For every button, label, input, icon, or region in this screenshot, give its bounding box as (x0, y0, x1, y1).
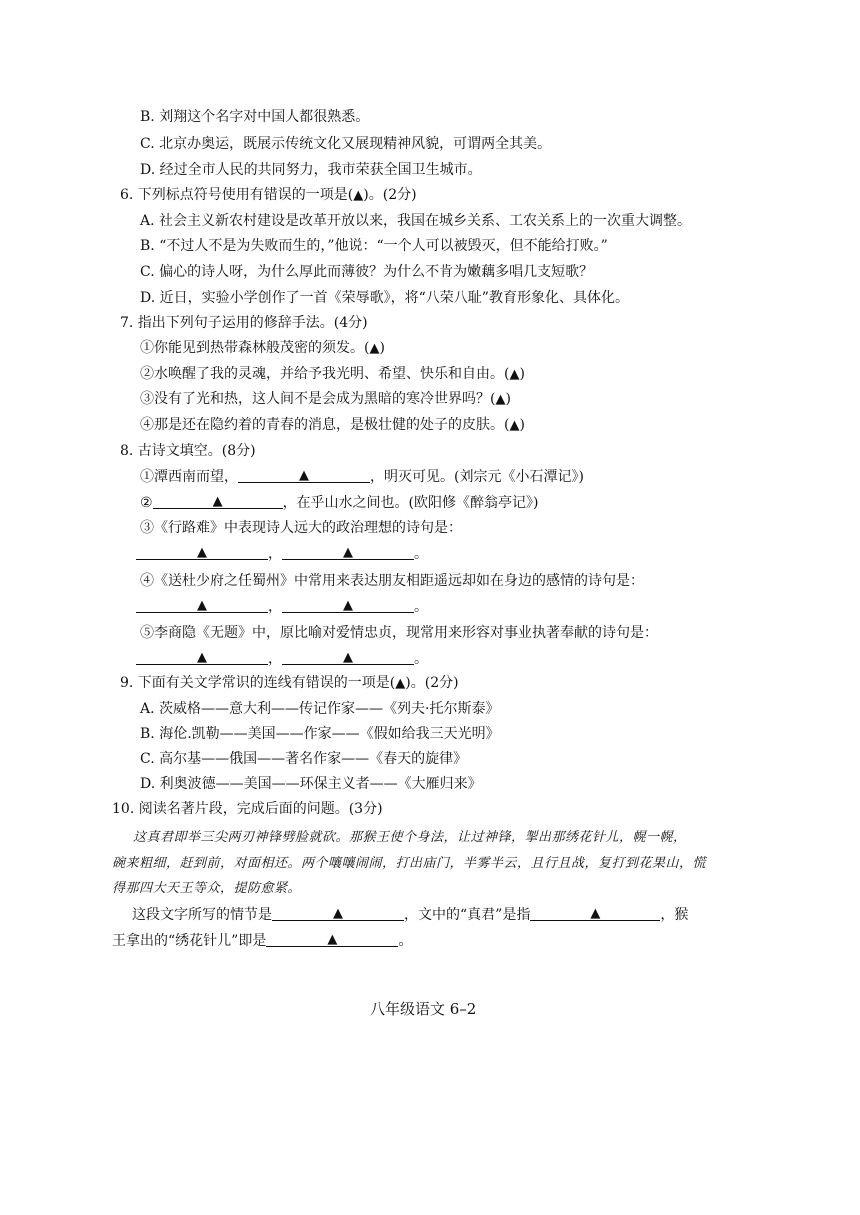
answer-mark-icon: ▲ (509, 367, 520, 382)
q7-sentence-2 (140, 365, 525, 384)
q10-question2-pre: 王拿出的“绣花针儿”即是 (112, 933, 267, 949)
q8-item-5-blanks (136, 650, 428, 668)
q8-item-1 (140, 468, 584, 486)
q9-option-d: D. 利奥波德——美国——环保主义者——《大雁归来》 (140, 776, 482, 792)
q6-option-c: C. 偏心的诗人呀，为什么厚此而薄彼？为什么不肯为嫩藕多唱几支短歌？ (140, 264, 594, 280)
q9-stem (120, 674, 459, 693)
q8-item-4: ④《送杜少府之任蜀州》中常用来表达朋友相距遥远却如在身边的感情的诗句是： (140, 573, 644, 589)
q10-question-mid: ，文中的“真君”是指 (404, 907, 531, 923)
q8-item-2 (140, 494, 539, 512)
q10-passage-line-1: 这真君即举三尖两刃神锋劈脸就砍。那猴王使个身法，让过神锋，掣出那绣花针儿，幌一幌， (133, 830, 687, 845)
q9-stem-score: )。(2分) (405, 675, 459, 691)
q6-option-a: A. 社会主义新农村建设是改革开放以来，我国在城乡关系、工农关系上的一次重大调整。 (140, 213, 692, 229)
q9-option-a: A. 茨威格——意大利——传记作家——《列夫·托尔斯泰》 (140, 701, 500, 717)
period: 。 (414, 651, 428, 667)
answer-mark-icon: ▲ (590, 906, 601, 921)
q10-question-post: ，猴 (660, 907, 689, 923)
page-footer: 八年级语文 6–2 (370, 1000, 477, 1018)
answer-mark-icon: ▲ (343, 598, 353, 613)
q10-question-line-2 (112, 932, 412, 950)
answer-blank[interactable] (530, 906, 660, 921)
q7-sentence-1 (140, 339, 385, 358)
answer-blank[interactable] (153, 494, 283, 509)
q6-option-d: D. 近日，实验小学创作了一首《荣辱歌》，将“八荣八耻”教育形象化、具体化。 (140, 290, 629, 306)
comma: ， (268, 546, 282, 562)
answer-blank[interactable] (136, 545, 268, 560)
comma: ， (268, 651, 282, 667)
q8-item-3: ③《行路难》中表现诗人远大的政治理想的诗句是： (140, 520, 462, 536)
q7-sentence-4-text: ④那是还在隐约着的青春的消息，是极壮健的处子的皮肤。( (140, 417, 510, 433)
answer-mark-icon: ▲ (369, 341, 380, 356)
answer-mark-icon: ▲ (212, 494, 223, 509)
q7-sentence-4 (140, 416, 525, 435)
answer-blank[interactable] (136, 598, 268, 613)
q6-stem-score: )。(2分) (363, 187, 417, 203)
answer-mark-icon: ▲ (299, 468, 309, 483)
paren-close: ) (519, 366, 525, 382)
q6-stem (120, 186, 417, 205)
q8-item-4-blanks (136, 598, 428, 616)
q5-option-b: B. 刘翔这个名字对中国人都很熟悉。 (140, 109, 370, 125)
q7-sentence-3 (140, 390, 511, 409)
answer-mark-icon: ▲ (197, 650, 207, 665)
q8-item-5: ⑤李商隐《无题》中，原比喻对爱情忠贞，现常用来形容对事业执著奉献的诗句是： (140, 625, 658, 641)
answer-mark-icon: ▲ (353, 188, 364, 203)
answer-blank[interactable] (282, 545, 414, 560)
answer-mark-icon: ▲ (327, 932, 338, 947)
answer-mark-icon: ▲ (197, 545, 207, 560)
q8-stem: 8. 古诗文填空。(8分) (120, 443, 256, 459)
paren-close: ) (519, 417, 525, 433)
period: 。 (414, 599, 428, 615)
period: 。 (414, 546, 428, 562)
answer-mark-icon: ▲ (509, 418, 520, 433)
q7-sentence-3-text: ③没有了光和热，这人间不是会成为黑暗的寒冷世界吗？( (140, 391, 496, 407)
q9-option-c: C. 高尔基——俄国——著名作家——《春天的旋律》 (140, 751, 468, 767)
q7-sentence-1-text: ①你能见到热带森林般茂密的须发。( (140, 340, 370, 356)
q10-question2-post: 。 (398, 933, 413, 949)
q8-item-2-pre: ② (140, 495, 153, 511)
q8-item-2-post: ，在乎山水之间也。(欧阳修《醉翁亭记》) (282, 495, 539, 511)
q10-question-pre: 这段文字所写的情节是 (132, 907, 272, 923)
paren-close: ) (505, 391, 511, 407)
answer-blank[interactable] (136, 650, 268, 665)
q10-passage-line-3: 得那四大天王等众，提防愈紧。 (112, 881, 302, 896)
answer-mark-icon: ▲ (395, 676, 406, 691)
answer-mark-icon: ▲ (343, 650, 353, 665)
q8-item-1-post: ，明灭可见。(刘宗元《小石潭记》) (370, 469, 584, 485)
answer-blank[interactable] (282, 650, 414, 665)
q8-item-3-blanks (136, 545, 428, 563)
q9-stem-text: 9. 下面有关文学常识的连线有错误的一项是( (120, 675, 396, 691)
q10-passage-line-2: 碗来粗细，赶到前，对面相还。两个嚷嚷闹闹，打出庙门，半雾半云，且行且战，复打到花果山，慌 (112, 856, 707, 871)
answer-blank[interactable] (272, 906, 404, 921)
q5-option-d: D. 经过全市人民的共同努力，我市荣获全国卫生城市。 (140, 162, 482, 178)
q6-option-b: B. “不过人不是为失败而生的，”他说：“一个人可以被毁灭，但不能给打败。” (140, 238, 608, 254)
q9-option-b: B. 海伦.凯勒——美国——作家——《假如给我三天光明》 (140, 726, 500, 742)
answer-mark-icon: ▲ (333, 906, 343, 921)
answer-blank[interactable] (282, 598, 414, 613)
q10-stem: 10. 阅读名著片段，完成后面的问题。(3分) (112, 801, 383, 817)
answer-blank[interactable] (238, 468, 370, 483)
comma: ， (268, 599, 282, 615)
q7-sentence-2-text: ②水唤醒了我的灵魂，并给予我光明、希望、快乐和自由。( (140, 366, 510, 382)
q6-stem-text: 6. 下列标点符号使用有错误的一项是( (120, 187, 354, 203)
q5-option-c: C. 北京办奥运，既展示传统文化又展现精神风貌，可谓两全其美。 (140, 136, 552, 152)
paren-close: ) (379, 340, 385, 356)
q8-item-1-pre: ①潭西南而望， (140, 469, 238, 485)
q7-stem: 7. 指出下列句子运用的修辞手法。(4分) (120, 315, 368, 331)
answer-mark-icon: ▲ (343, 545, 353, 560)
answer-mark-icon: ▲ (495, 392, 506, 407)
answer-mark-icon: ▲ (197, 598, 207, 613)
answer-blank[interactable] (266, 932, 398, 947)
q10-question-line-1 (132, 906, 688, 924)
